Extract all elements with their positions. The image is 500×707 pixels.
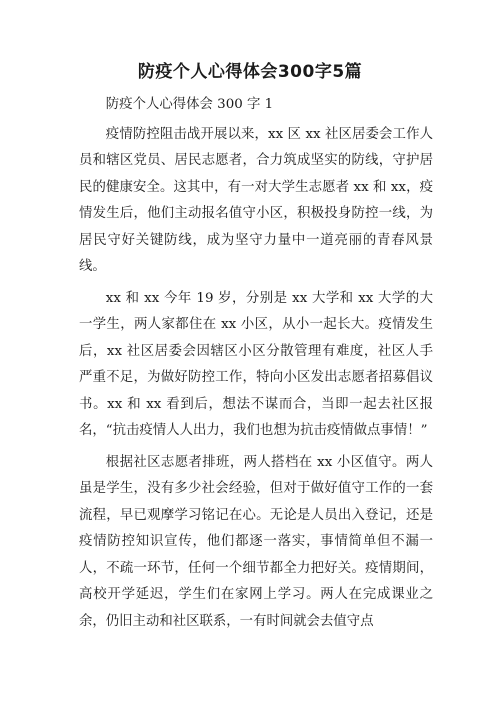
paragraph-3: 根据社区志愿者排班，两人搭档在 xx 小区值守。两人虽是学生，没有多少社会经验，但对于做好值守工作的一套流程，早已观摩学习铭记在心。无论是人员出入登记，还是疫情防控知识宣传，他们都逐一落实，事情简单但不漏一人，不疏一环节，任何一个细节都全力把好关。疫情期间，高校开学延迟，学生们在家网上学习。两人在完成课业之余，仍旧主动和社区联系，一有时间就会去值守点 bbox=[79, 454, 433, 629]
document-subtitle: 防疫个人心得体会 300 字 1 bbox=[105, 97, 274, 112]
document-title: 防疫个人心得体会300字5篇 bbox=[137, 62, 363, 82]
paragraph-2: xx 和 xx 今年 19 岁，分别是 xx 大学和 xx 大学的大一学生，两人家都住在 xx 小区，从小一起长大。疫情发生后，xx 社区居委会因辖区小区分散管理有难度，社区人手严重不足，为做好防控工作，特向小区发出志愿者招募倡议书。xx 和 xx 看到后，想法不谋而合，当即一起去社区报名，“抗击疫情人人出力，我们也想为抗击疫情做点事情！” bbox=[79, 290, 433, 438]
document-body bbox=[79, 92, 433, 640]
paragraph-1: 疫情防控阻击战开展以来，xx 区 xx 社区居委会工作人员和辖区党员、居民志愿者，合力筑成坚实的防线，守护居民的健康安全。这其中，有一对大学生志愿者 xx 和 xx，疫情发生后，他们主动报名值守小区，积极投身防控一线，为居民守好关键防线，成为坚守力量中一道亮丽的青春风景线。 bbox=[79, 126, 433, 274]
